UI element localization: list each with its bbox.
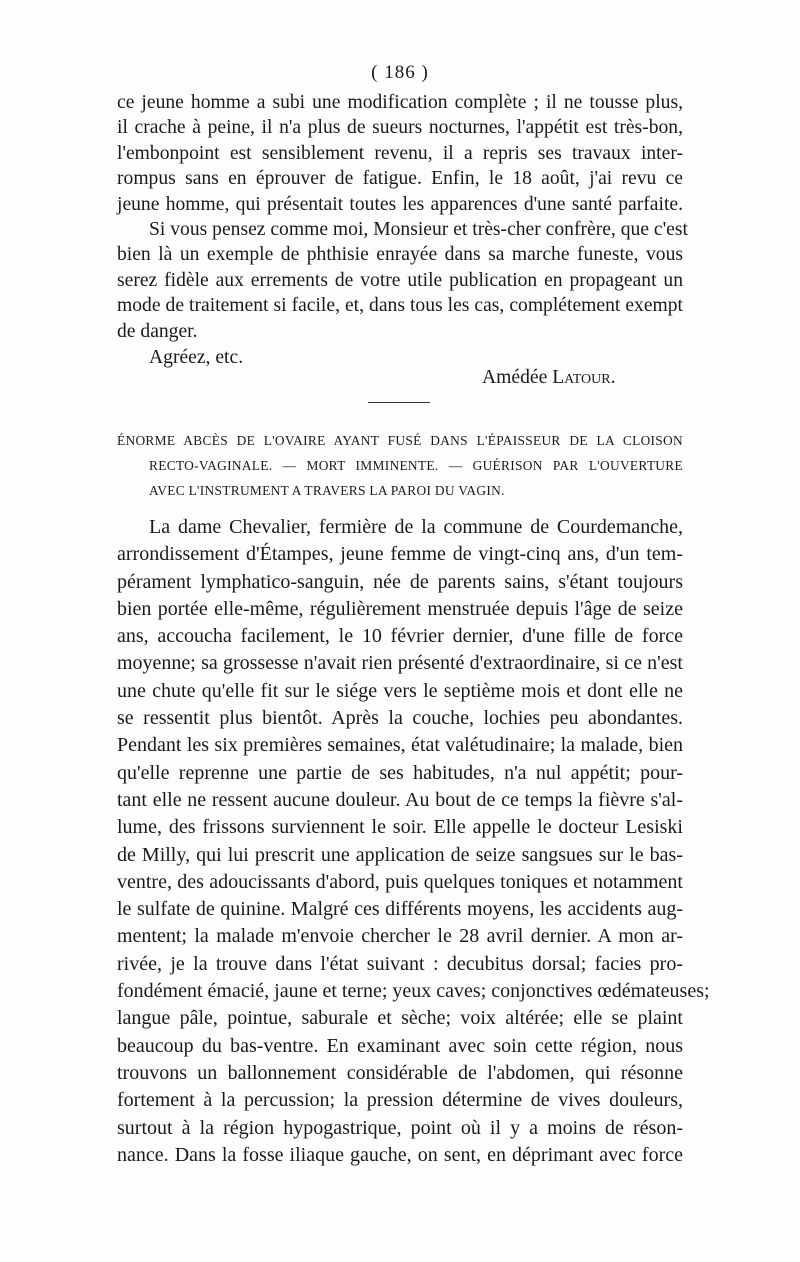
text-line: La dame Chevalier, fermière de la commune de Courdemanche, [149,516,683,538]
text-line: mentent; la malade m'envoie chercher le 28 avril dernier. A mon ar- [117,925,683,948]
article-body [117,514,710,1169]
text-line: rivée, je la trouve dans l'état suivant : decubitus dorsal; facies pro- [117,952,683,975]
text-line: l'embonpoint est sensiblement revenu, il a repris ses travaux inter- [117,142,683,164]
text-line: Si vous pensez comme moi, Monsieur et très-cher confrère, que c'est [149,218,688,240]
text-line: langue pâle, pointue, saburale et sèche; voix altérée; elle se plaint [117,1007,683,1030]
text-line: trouvons un ballonnement considérable de l'abdomen, qui résonne [117,1061,683,1084]
heading-line: ÉNORME ABCÈS DE L'OVAIRE AYANT FUSÉ DANS L'ÉPAISSEUR DE LA CLOISON [117,433,683,448]
text-line: bien là un exemple de phthisie enrayée dans sa marche funeste, vous [117,244,683,266]
heading-line: AVEC L'INSTRUMENT A TRAVERS LA PAROI DU VAGIN. [149,483,505,498]
text-line: mode de traitement si facile, et, dans tous les cas, complétement exempt [117,295,683,317]
section-divider [368,402,430,403]
article-heading [117,428,683,503]
heading-line: RECTO-VAGINALE. — MORT IMMINENTE. — GUÉRISON PAR L'OUVERTURE [149,458,683,473]
text-line: jeune homme, qui présentait toutes les apparences d'une santé parfaite. [117,193,683,215]
text-line: ans, accoucha facilement, le 10 février dernier, d'une fille de force [117,625,683,648]
text-line: ventre, des adoucissants d'abord, puis quelques toniques et notamment [117,870,683,893]
text-line: surtout à la région hypogastrique, point où il y a moins de réson- [117,1116,683,1139]
text-line: tant elle ne ressent aucune douleur. Au bout de ce temps la fièvre s'al- [117,788,683,811]
text-line: pérament lymphatico-sanguin, née de parents sains, s'étant toujours [117,570,683,593]
signature-first-name: Amédée [482,367,548,388]
text-line: rompus sans en éprouver de fatigue. Enfin, le 18 août, j'ai revu ce [117,168,683,190]
text-line: fortement à la percussion; la pression détermine de vives douleurs, [117,1089,683,1112]
text-line: qu'elle reprenne une partie de ses habitudes, n'a nul appétit; pour- [117,761,683,784]
text-line: de danger. [117,320,198,342]
closing-salutation: Agréez, etc. [149,347,244,368]
text-line: il crache à peine, il n'a plus de sueurs nocturnes, l'appétit est très-bon, [117,117,683,139]
text-line: moyenne; sa grossesse n'avait rien présenté d'extraordinaire, si ce n'est [117,652,683,675]
letter-text [117,90,688,344]
text-line: arrondissement d'Étampes, jeune femme de vingt-cinq ans, d'un tem- [117,543,683,566]
page-number: ( 186 ) [371,62,429,83]
text-line: de Milly, qui lui prescrit une application de seize sangsues sur le bas- [117,843,683,866]
text-line: serez fidèle aux errements de votre utile publication en propageant un [117,269,683,291]
text-line: bien portée elle-même, régulièrement menstruée depuis l'âge de seize [117,597,683,620]
text-line: ce jeune homme a subi une modification complète ; il ne tousse plus, [117,92,683,113]
text-line: nance. Dans la fosse iliaque gauche, on sent, en déprimant avec force [117,1143,683,1166]
text-line: fondément émacié, jaune et terne; yeux caves; conjonctives œdémateuses; [117,980,710,1003]
text-line: le sulfate de quinine. Malgré ces différents moyens, les accidents aug- [117,898,683,921]
signature [482,367,615,389]
text-line: se ressentit plus bientôt. Après la couche, lochies peu abondantes. [117,707,683,730]
text-line: beaucoup du bas-ventre. En examinant avec soin cette région, nous [117,1034,683,1057]
text-line: une chute qu'elle fit sur le siége vers le septième mois et dont elle ne [117,679,683,702]
text-line: lume, des frissons surviennent le soir. Elle appelle le docteur Lesiski [117,816,683,839]
signature-last-name: Latour. [552,367,616,388]
text-line: Pendant les six premières semaines, état valétudinaire; la malade, bien [117,734,683,757]
